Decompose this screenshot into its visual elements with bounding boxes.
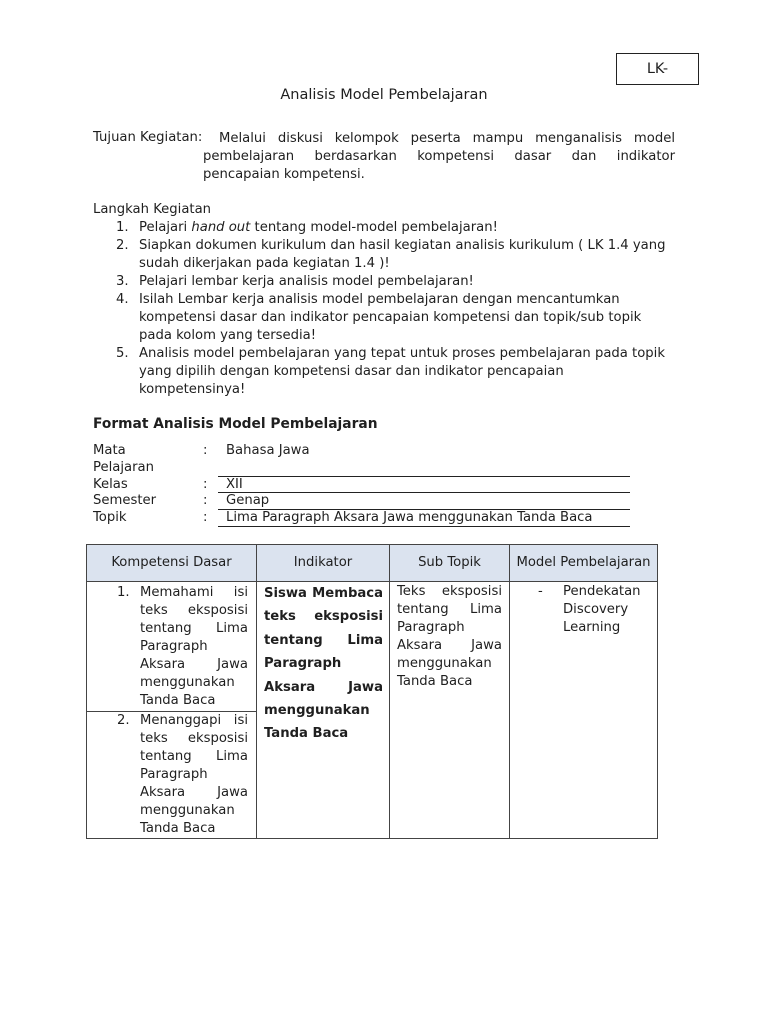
step-number: 1.: [116, 220, 129, 235]
step-text-post: tentang model-model pembelajaran!: [250, 220, 498, 235]
step-number: 3.: [116, 274, 129, 289]
header-model-pembelajaran: Model Pembelajaran: [510, 545, 658, 582]
step-text: Pelajari lembar kerja analisis model pembelajaran!: [139, 274, 474, 289]
tujuan-text: [203, 130, 675, 184]
kd-number: 2.: [117, 713, 130, 728]
underline: [218, 476, 630, 477]
underline: [218, 509, 630, 510]
meta-value-semester: Genap: [226, 493, 270, 508]
tujuan-label: Tujuan Kegiatan:: [93, 130, 203, 145]
step-number: 5.: [116, 346, 129, 361]
cell-model-pembelajaran: [510, 582, 658, 839]
table-header-row: [87, 545, 658, 582]
langkah-title: Langkah Kegiatan: [93, 202, 212, 217]
meta-label: Kelas: [93, 477, 128, 492]
step-item: [116, 219, 672, 237]
step-text: Siapkan dokumen kurikulum dan hasil kegiatan analisis kurikulum ( LK 1.4 yang sudah dikerjakan pada kegiatan 1.4 )!: [139, 238, 666, 271]
underline: [218, 492, 630, 493]
meta-colon: :: [203, 510, 208, 525]
step-number: 2.: [116, 238, 129, 253]
meta-value-mapel: Bahasa Jawa: [226, 443, 310, 458]
lk-label: LK-: [646, 61, 669, 77]
steps-list: [116, 219, 672, 399]
step-text: Analisis model pembelajaran yang tepat untuk proses pembelajaran pada topik yang dipilih dengan kompetensi dasar dan indikator pencapaian kompetensinya!: [139, 346, 665, 397]
meta-value-kelas: XII: [226, 477, 243, 492]
kd-item: [87, 712, 256, 838]
lk-label-box: [616, 53, 699, 85]
underline: [218, 526, 630, 527]
tujuan-line: pencapaian kompetensi.: [203, 167, 365, 182]
step-text: [139, 219, 672, 237]
cell-sub-topik: [390, 582, 510, 839]
kd-text: Memahami isi teks eksposisi tentang Lima Paragraph Aksara Jawa menggunakan Tanda Baca: [140, 585, 248, 708]
meta-colon: :: [203, 477, 208, 492]
header-kompetensi-dasar: Kompetensi Dasar: [87, 545, 257, 582]
step-number: 4.: [116, 292, 129, 307]
page-title: Analisis Model Pembelajaran: [280, 87, 488, 103]
format-title: Format Analisis Model Pembelajaran: [93, 416, 378, 432]
step-item: [116, 237, 672, 273]
step-item: [116, 273, 672, 291]
meta-label: Topik: [93, 510, 127, 525]
meta-value-topik: Lima Paragraph Aksara Jawa menggunakan Tanda Baca: [226, 510, 593, 525]
tujuan-line: Melalui diskusi kelompok peserta mampu menganalisis model: [219, 131, 675, 146]
step-text: Isilah Lembar kerja analisis model pembelajaran dengan mencantumkan kompetensi dasar dan indikator pencapaian kompetensi dan topik/sub topik pada kolom yang tersedia!: [139, 292, 642, 343]
indikator-text: Siswa Membaca teks eksposisi tentang Lima Paragraph Aksara Jawa menggunakan Tanda Baca: [264, 586, 383, 742]
header-sub-topik: Sub Topik: [390, 545, 510, 582]
kd-number: 1.: [117, 585, 130, 600]
meta-colon: :: [203, 493, 208, 508]
table-row: [87, 582, 658, 839]
step-text-em: hand out: [191, 220, 251, 235]
model-dash: -: [538, 584, 543, 599]
step-item: [116, 345, 672, 399]
step-item: [116, 291, 672, 345]
kd-item: [87, 582, 256, 710]
cell-kompetensi-dasar: [87, 582, 257, 839]
meta-colon: :: [203, 443, 208, 458]
model-text: Pendekatan Discovery Learning: [563, 584, 641, 635]
cell-indikator: [257, 582, 390, 839]
step-text-pre: Pelajari: [139, 220, 192, 235]
tujuan-line: pembelajaran berdasarkan kompetensi dasar dan indikator: [203, 149, 675, 164]
meta-label: Mata: [93, 443, 126, 458]
meta-label: Pelajaran: [93, 460, 154, 475]
kd-text: Menanggapi isi teks eksposisi tentang Lima Paragraph Aksara Jawa menggunakan Tanda Baca: [140, 713, 248, 836]
meta-label: Semester: [93, 493, 157, 508]
analysis-table: [86, 544, 658, 839]
sub-topik-text: Teks eksposisi tentang Lima Paragraph Aksara Jawa menggunakan Tanda Baca: [397, 584, 502, 689]
header-indikator: Indikator: [257, 545, 390, 582]
model-item: [510, 582, 657, 637]
